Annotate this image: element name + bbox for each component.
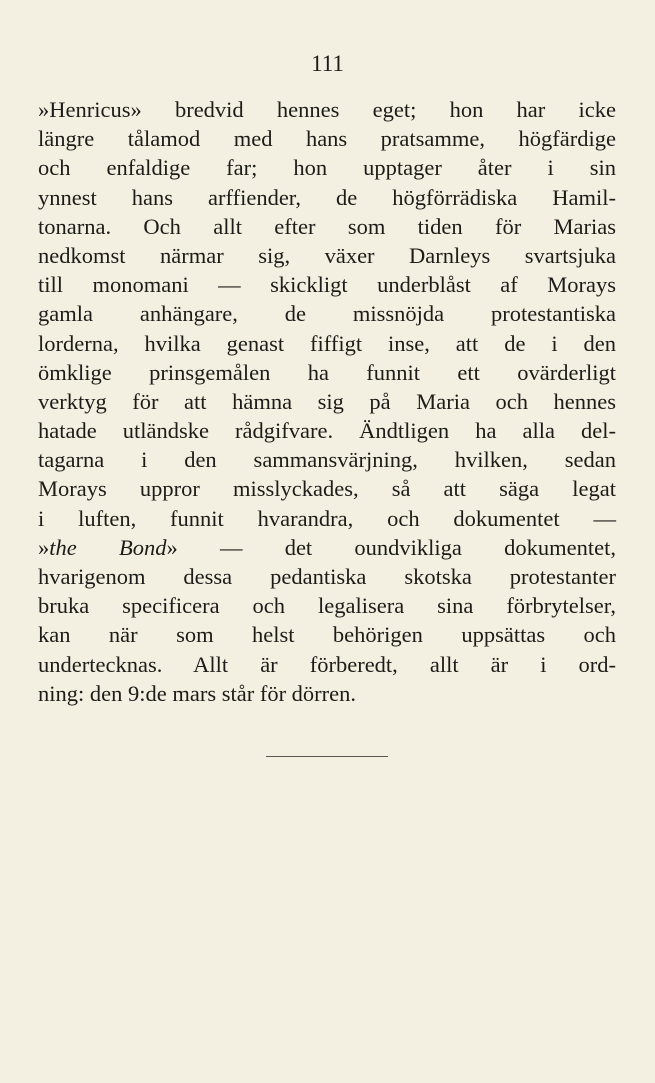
text-line: bruka specificera och legalisera sina förbrytelser, [38,593,616,619]
text-line: nedkomst närmar sig, växer Darnleys svartsjuka [38,242,616,268]
text-line: hatade utländske rådgifvare. Ändtligen ha alla del- [38,418,616,444]
text-line: kan när som helst behörigen uppsättas och [38,622,616,648]
text-line: längre tålamod med hans pratsamme, högfärdige [38,126,616,152]
text-line: hvarigenom dessa pedantiska skotska protestanter [38,564,616,589]
body-text [38,95,616,708]
text-line: ynnest hans arffiender, de högförrädiska Hamil- [38,184,616,210]
text-line: ömklige prinsgemålen ha funnit ett ovärderligt [38,359,616,385]
page-number: 111 [311,51,344,76]
line-rest: » — det oundvikliga dokumentet, [166,534,616,560]
text-line: undertecknas. Allt är förberedt, allt är i ord- [38,651,616,677]
text-line: tonarna. Och allt efter som tiden för Marias [38,213,616,239]
text-line: Morays uppror misslyckades, så att säga legat [38,476,616,502]
text-line: ning: den 9:de mars står för dörren. [38,680,357,706]
text-line: gamla anhängare, de missnöjda protestantiska [38,301,616,327]
text-line: till monomani — skickligt underblåst af Morays [38,272,616,298]
text-line: lorderna, hvilka genast fiffigt inse, att de i den [38,330,616,356]
section-divider [266,756,388,757]
text-line: tagarna i den sammansvärjning, hvilken, sedan [38,447,616,473]
italic-title: the Bond [49,534,167,560]
text-line: och enfaldige far; hon upptager åter i sin [38,155,616,181]
text-line: »Henricus» bredvid hennes eget; hon har icke [38,97,616,122]
text-line: i luften, funnit hvarandra, och dokumentet — [38,505,616,531]
quote-open: » [38,534,50,560]
text-line [38,533,616,562]
text-line: verktyg för att hämna sig på Maria och hennes [38,388,616,414]
